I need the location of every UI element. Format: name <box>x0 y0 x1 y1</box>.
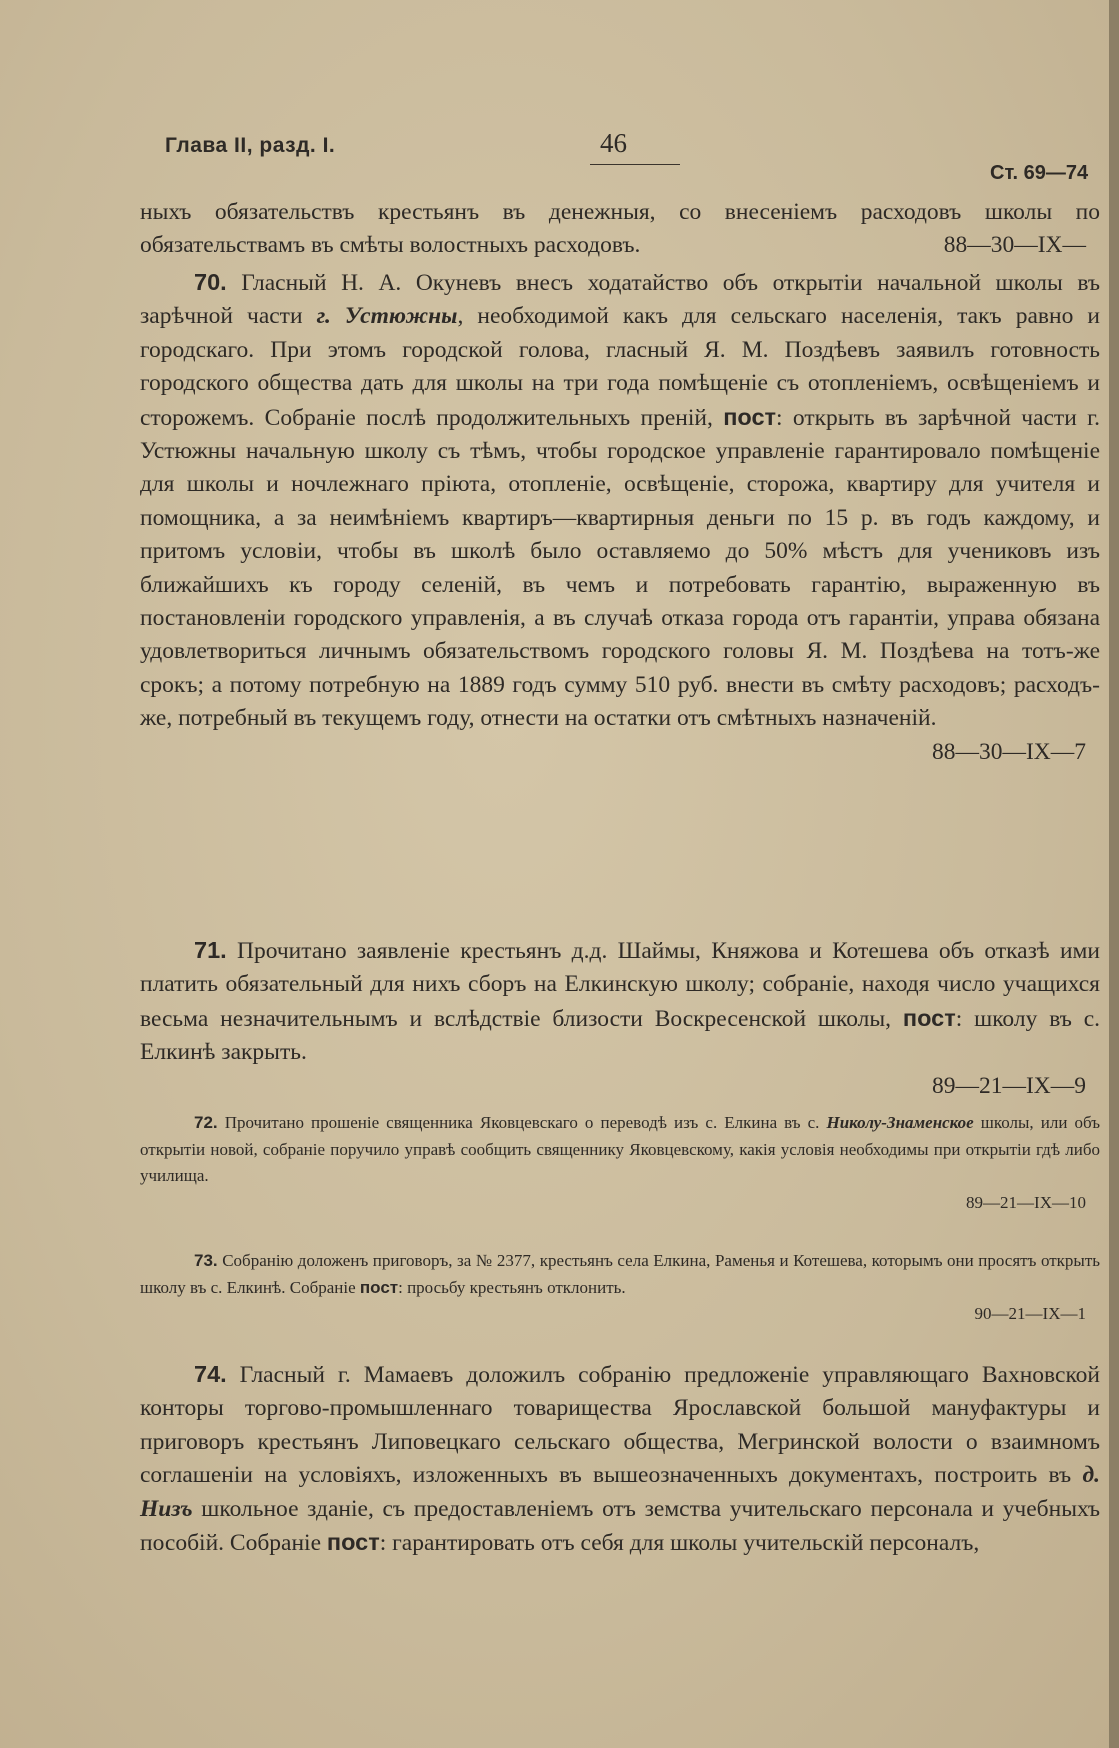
place-name: г. Устюжны <box>316 303 458 330</box>
column-range: Ст. 69—74 <box>990 162 1089 184</box>
reference-code: 88—30—IX— <box>943 232 1086 259</box>
paragraph-number: 73. <box>194 1251 218 1270</box>
page-number-rule <box>590 164 680 165</box>
paragraph-number: 74. <box>194 1361 227 1387</box>
paragraph-text: ныхъ обязательствъ крестьянъ въ денежныя, со внесеніемъ расходовъ школы по обязательствамъ въ смѣты волостныхъ расходовъ. <box>140 199 1100 259</box>
paragraph-text: Собранію доложенъ приговоръ, за № 2377, крестьянъ села Елкина, Раменья и Котешева, которымъ они просятъ открыть школу въ с. Елкинѣ. Собраніе <box>140 1251 1101 1297</box>
paragraph-74 <box>140 1358 1100 1560</box>
chapter-heading: Глава II, разд. I. <box>165 134 336 157</box>
resolution-keyword: пост <box>326 1529 380 1556</box>
paragraph-text: : просьбу крестьянъ отклонить. <box>398 1277 626 1297</box>
paragraph-number: 71. <box>194 937 227 963</box>
place-name: д. Низъ <box>140 1462 1100 1522</box>
reference-code: 88—30—IX—7 <box>931 738 1086 765</box>
paragraph-text: Гласный Н. А. Окуневъ внесъ ходатайство объ открытіи начальной школы въ зарѣчной части <box>140 270 1101 330</box>
paragraph-text: Прочитано заявленіе крестьянъ д.д. Шаймы, Княжова и Котешева объ отказѣ ими платить обязательный для нихъ сборъ на Елкинскую школу; собраніе, находя число учащихся весьма незначительнымъ и вслѣдствіе близости Воскресенской школы, <box>140 938 1100 1032</box>
paragraph-text: школьное зданіе, съ предоставленіемъ отъ земства учительскаго персонала и учебныхъ пособій. Собраніе <box>140 1495 1100 1557</box>
paragraph-number: 72. <box>194 1113 218 1132</box>
page-header <box>0 128 1119 188</box>
paragraph-text: : открыть въ зарѣчной части г. Устюжны начальную школу съ тѣмъ, чтобы городское управленіе гарантировало помѣщеніе для школы и ночлежнаго пріюта, отопленіе, освѣщеніе, сторожа, квартиру для учителя и помощника, а за неимѣніемъ квартиръ—квартирныя деньги по 15 р. въ годъ каждому, и притомъ условіи, чтобы въ школѣ было оставляемо до 50% мѣстъ для учениковъ изъ ближайшихъ къ городу селеній, въ чемъ и потребовать гарантію, выраженную въ постановленіи городского управленія, а въ случаѣ отказа города отъ гарантіи, управа обязана удовлетвориться личнымъ обязательствомъ городского головы Я. М. Поздѣева на тотъ-же срокъ; а потому потребную на 1889 годъ сумму 510 руб. внести въ смѣту расходовъ; расходъ-же, потребный въ текущемъ году, отнести на остатки отъ смѣтныхъ назначеній. <box>140 404 1100 732</box>
paragraph-text: : школу въ с. Елкинѣ закрыть. <box>140 1005 1101 1066</box>
page-edge <box>1109 0 1119 1748</box>
paragraph-text: : гарантировать отъ себя для школы учительскій персоналъ, <box>379 1530 980 1557</box>
resolution-keyword: пост <box>902 1004 956 1031</box>
reference-code: 90—21—IX—1 <box>974 1304 1086 1323</box>
resolution-keyword: пост <box>359 1277 399 1297</box>
page-number: 46 <box>600 128 627 158</box>
paragraph-73 <box>140 1248 1100 1328</box>
paragraph-continued <box>140 196 1100 263</box>
reference-code: 89—21—IX—10 <box>966 1192 1086 1212</box>
paragraph-70 <box>140 266 1100 769</box>
paragraph-number: 70. <box>194 269 227 295</box>
paragraph-71 <box>140 934 1100 1103</box>
paragraph-text: Гласный г. Мамаевъ доложилъ собранію предложеніе управляющаго Вахновской конторы торгово-промышленнаго товарищества Ярославской большой мануфактуры и приговоръ крестьянъ Липовецкаго сельскаго общества, Мегринской волости о взаимномъ соглашеніи на условіяхъ, изложенныхъ въ вышеозначенныхъ документахъ, построить въ <box>140 1362 1100 1489</box>
resolution-keyword: пост <box>723 403 777 430</box>
paragraph-72 <box>140 1110 1100 1216</box>
paragraph-text: , необходимой какъ для сельскаго населенія, такъ равно и городскаго. При этомъ городской голова, гласный Я. М. Поздѣевъ заявилъ готовность городского общества дать для школы на три года помѣщеніе съ отопленіемъ, освѣщеніемъ и сторожемъ. Собраніе послѣ продолжительныхъ преній, <box>140 303 1100 431</box>
paragraph-text: школы, или объ открытіи новой, собраніе поручило управѣ сообщить священнику Яковцевскому, какія условія необходимы при открытіи гдѣ либо училища. <box>140 1113 1100 1185</box>
place-name: Николу-Знаменское <box>826 1113 974 1132</box>
reference-code: 89—21—IX—9 <box>931 1072 1086 1099</box>
paragraph-text: Прочитано прошеніе священника Яковцевскаго о переводѣ изъ с. Елкина въ с. <box>224 1113 827 1132</box>
